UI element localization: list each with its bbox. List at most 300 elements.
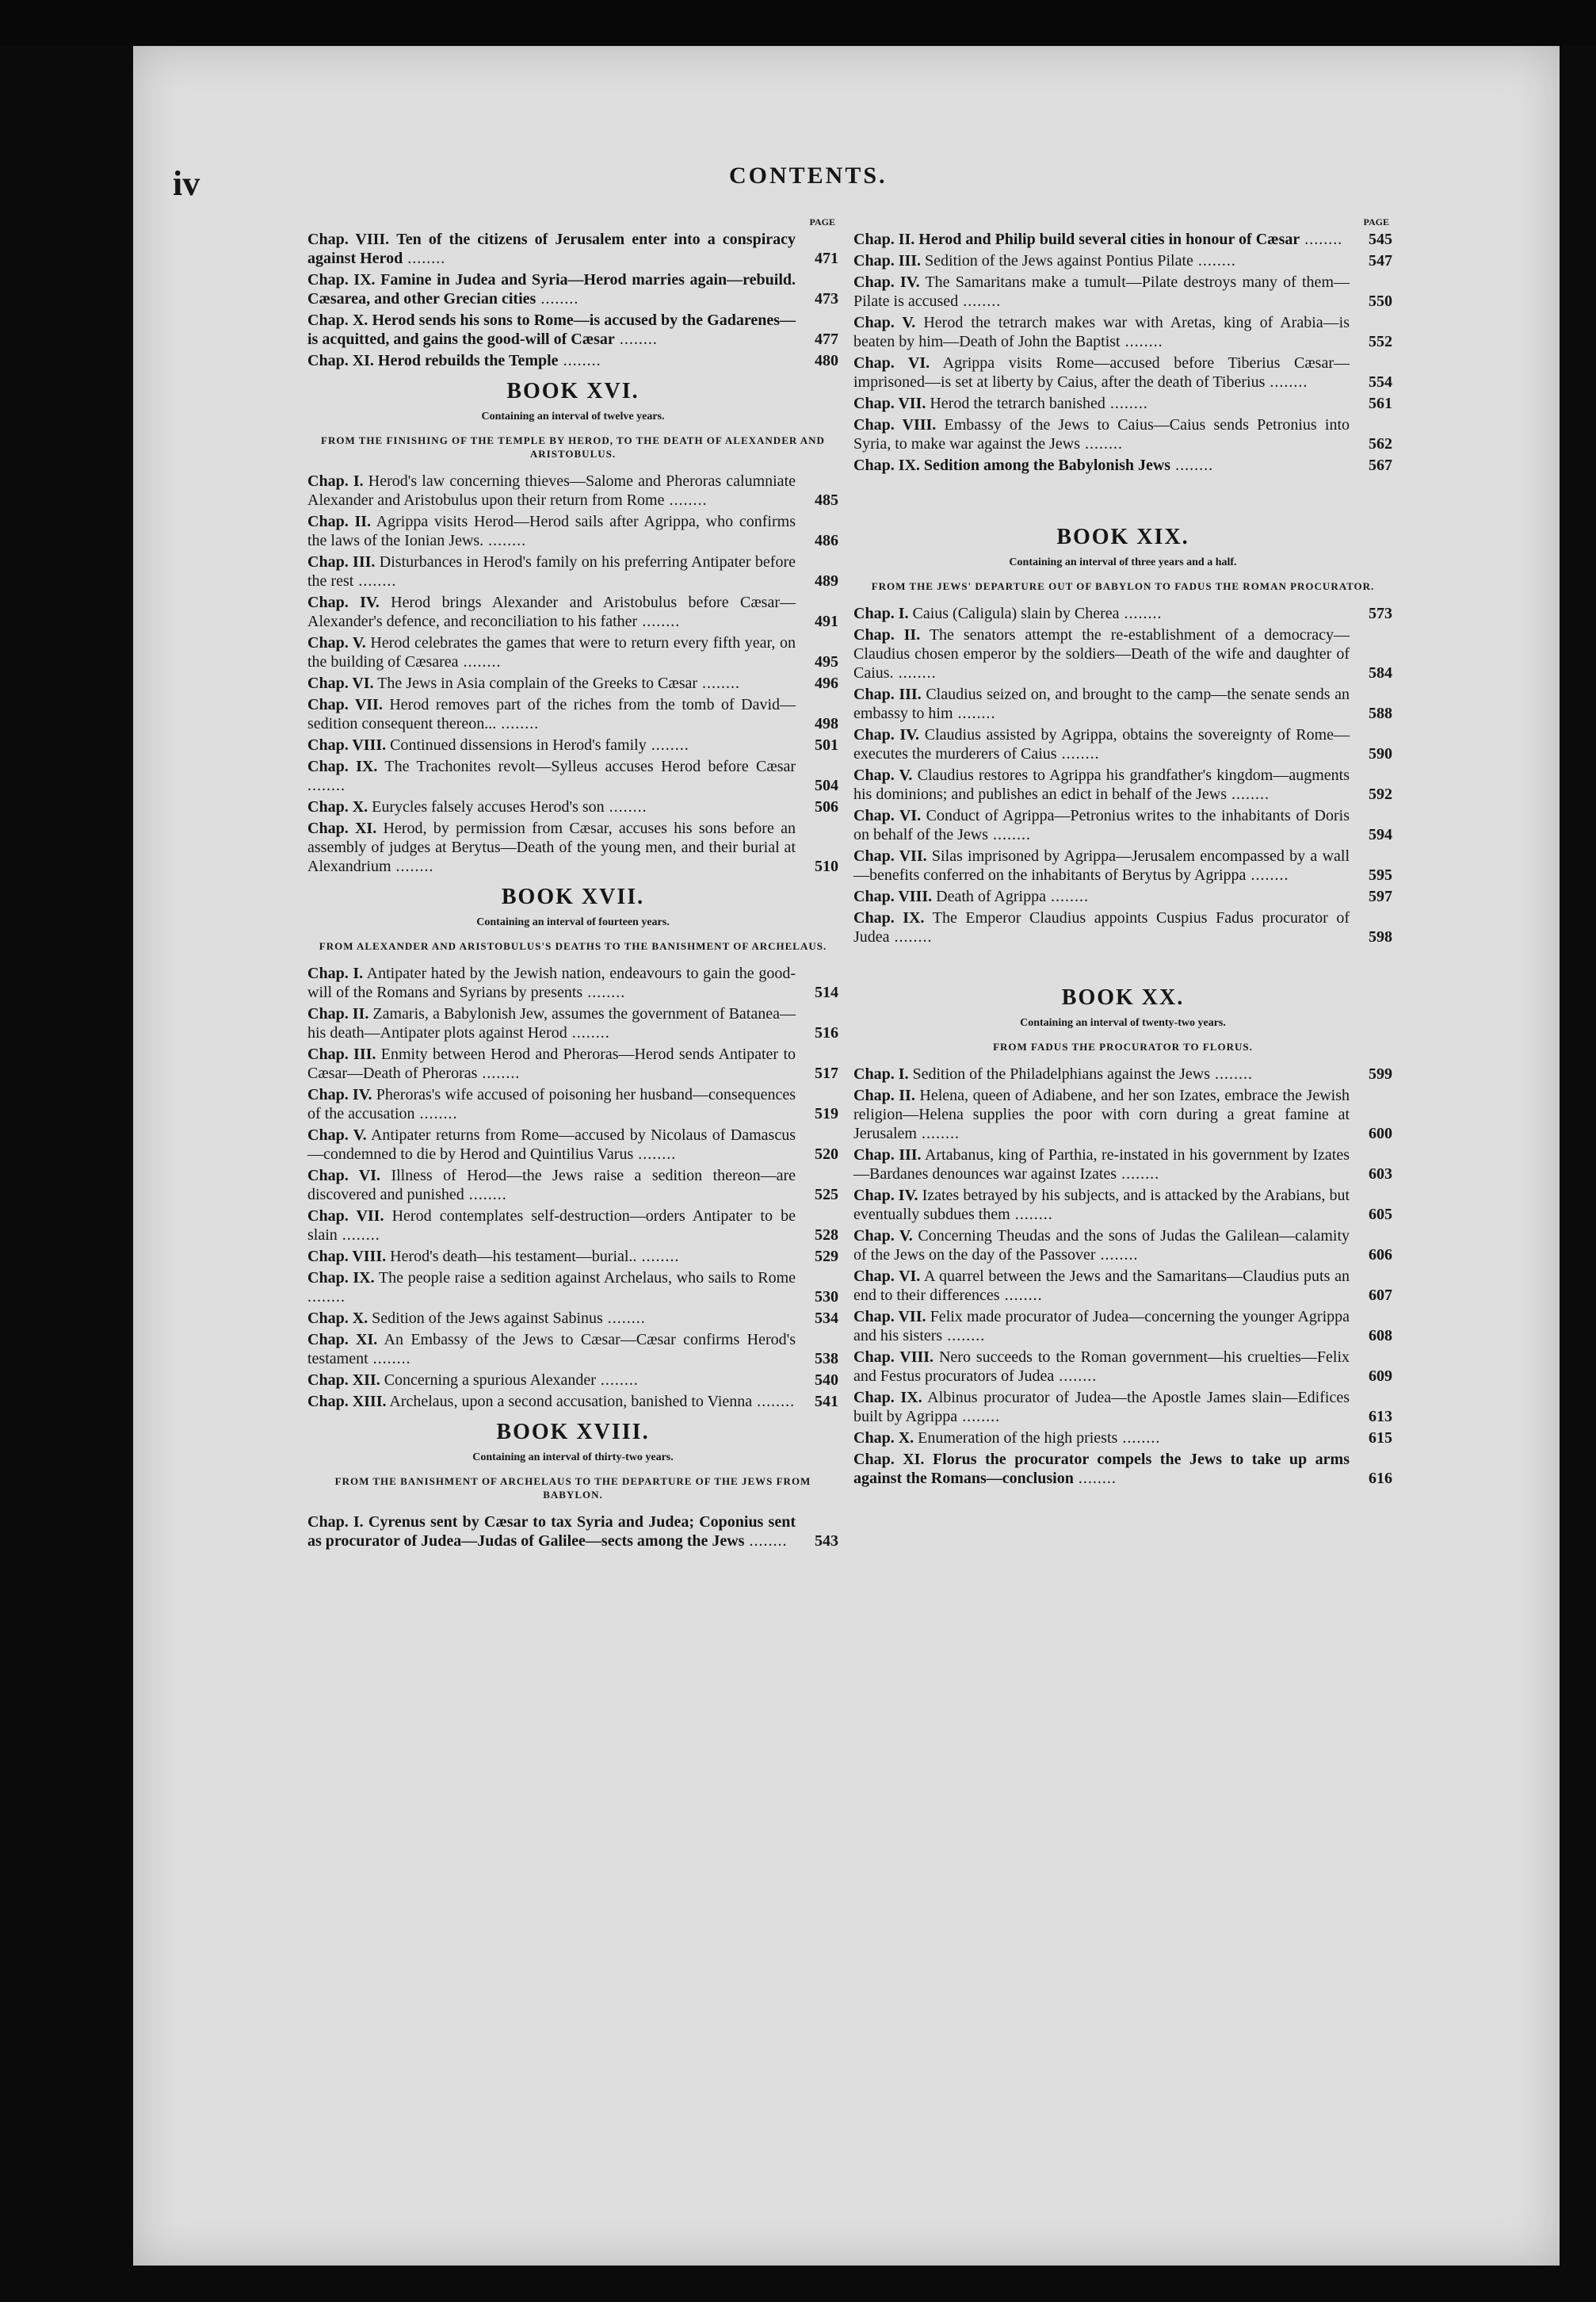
dot-leader: ........ xyxy=(1300,231,1343,248)
dot-leader: ........ xyxy=(646,736,689,754)
chapter-entry xyxy=(853,251,1392,270)
chapter-page-number: 543 xyxy=(815,1532,838,1550)
dot-leader: ........ xyxy=(403,250,446,267)
chapter-entry xyxy=(853,354,1392,392)
chapter-title: The Trachonites revolt—Sylleus accuses Herod before Cæsar xyxy=(384,758,796,775)
dot-leader: ........ xyxy=(1119,605,1163,622)
scan-border xyxy=(0,0,1596,46)
chapter-ref: Chap. VI. xyxy=(307,675,374,692)
chapter-ref: Chap. VI. xyxy=(853,807,922,824)
book-title: BOOK XVIII. xyxy=(496,1420,650,1444)
chapter-entry xyxy=(307,553,838,591)
chapter-entry xyxy=(307,1392,838,1411)
chapter-page-number: 605 xyxy=(1369,1206,1392,1223)
dot-leader: ........ xyxy=(477,1065,521,1082)
book-section xyxy=(853,524,1392,946)
chapter-page-number: 607 xyxy=(1369,1287,1392,1304)
dot-leader: ........ xyxy=(664,491,708,509)
chapter-ref: Chap. X. xyxy=(307,312,368,329)
chapter-ref: Chap. XIII. xyxy=(307,1393,387,1410)
chapter-ref: Chap. II. xyxy=(853,626,921,644)
chapter-entry xyxy=(853,887,1392,906)
chapter-page-number: 489 xyxy=(815,572,838,590)
chapter-ref: Chap. VI. xyxy=(307,1167,380,1184)
page-column-label: PAGE xyxy=(809,216,835,228)
chapter-page-number: 598 xyxy=(1369,928,1392,946)
chapter-page-number: 517 xyxy=(815,1065,838,1082)
chapter-title: Enumeration of the high priests xyxy=(918,1429,1118,1447)
dot-leader: ........ xyxy=(1227,786,1270,803)
chapter-page-number: 477 xyxy=(815,331,838,348)
dot-leader: ........ xyxy=(602,1310,646,1327)
chapter-ref: Chap. IX. xyxy=(307,1269,375,1287)
dot-leader: ........ xyxy=(1117,1429,1161,1447)
chapter-title: Herod sends his sons to Rome—is accused by the Gadarenes—is acquitted, and gains the good-will of Cæsar xyxy=(307,312,796,348)
chapter-entry xyxy=(307,230,838,268)
chapter-title: Conduct of Agrippa—Petronius writes to the inhabitants of Doris on behalf of the Jews xyxy=(853,807,1350,843)
chapter-title: Cyrenus sent by Cæsar to tax Syria and Judea; Coponius sent as procurator of Judea—Judas of Galilee—sects among the Jews xyxy=(307,1513,796,1550)
chapter-entry xyxy=(307,1247,838,1266)
chapter-ref: Chap. IX. xyxy=(307,271,376,289)
chapter-title: Concerning a spurious Alexander xyxy=(384,1371,596,1389)
chapter-entry xyxy=(307,1166,838,1204)
dot-leader: ........ xyxy=(582,984,626,1001)
dot-leader: ........ xyxy=(1117,1165,1160,1183)
chapter-title: The Jews in Asia complain of the Greeks to Cæsar xyxy=(377,675,698,692)
chapter-page-number: 595 xyxy=(1369,866,1392,884)
chapter-title: Herod removes part of the riches from the tomb of David—sedition consequent thereon... xyxy=(307,696,796,732)
chapter-page-number: 597 xyxy=(1369,888,1392,905)
chapter-ref: Chap. II. xyxy=(307,513,372,530)
chapter-entry xyxy=(307,797,838,816)
dot-leader: ........ xyxy=(1170,457,1214,474)
chapter-ref: Chap. XI. xyxy=(853,1451,925,1468)
dot-leader: ........ xyxy=(987,826,1031,843)
page-column-label: PAGE xyxy=(1363,216,1389,228)
chapter-page-number: 530 xyxy=(815,1288,838,1306)
chapter-title: Nero succeeds to the Roman government—his cruelties—Felix and Festus procurators of Judea xyxy=(853,1348,1350,1385)
chapter-title: Ten of the citizens of Jerusalem enter into a conspiracy against Herod xyxy=(307,231,796,267)
chapter-title: Herod contemplates self-destruction—orders Antipater to be slain xyxy=(307,1207,796,1244)
chapter-ref: Chap. IV. xyxy=(307,1086,372,1103)
chapter-page-number: 519 xyxy=(815,1105,838,1122)
chapter-page-number: 590 xyxy=(1369,745,1392,763)
chapter-title: Archelaus, upon a second accusation, banished to Vienna xyxy=(389,1393,753,1410)
dot-leader: ........ xyxy=(953,705,996,722)
chapter-ref: Chap. IX. xyxy=(853,457,920,474)
book-title: BOOK XVI. xyxy=(506,379,640,403)
book-section xyxy=(307,1419,838,1551)
dot-leader: ........ xyxy=(958,293,1002,310)
chapter-page-number: 491 xyxy=(815,613,838,630)
chapter-ref: Chap. XI. xyxy=(307,352,374,369)
chapter-page-number: 613 xyxy=(1369,1408,1392,1425)
dot-leader: ........ xyxy=(1054,1367,1098,1385)
dot-leader: ........ xyxy=(633,1145,677,1163)
chapter-ref: Chap. VIII. xyxy=(307,1248,387,1265)
chapter-title: Herod the tetrarch banished xyxy=(930,395,1105,412)
chapter-title: Zamaris, a Babylonish Jew, assumes the government of Batanea—his death—Antipater plots against Herod xyxy=(307,1005,796,1042)
chapter-title: Caius (Caligula) slain by Cherea xyxy=(912,605,1120,622)
chapter-ref: Chap. XII. xyxy=(307,1371,380,1389)
chapter-page-number: 603 xyxy=(1369,1165,1392,1183)
chapter-title: Sedition among the Babylonish Jews xyxy=(923,457,1171,474)
chapter-entry xyxy=(307,1268,838,1306)
chapter-ref: Chap. X. xyxy=(853,1429,914,1447)
chapter-ref: Chap. II. xyxy=(307,1005,369,1023)
chapter-entry xyxy=(307,311,838,349)
chapter-page-number: 525 xyxy=(815,1186,838,1203)
chapter-page-number: 480 xyxy=(815,352,838,369)
chapter-title: Artabanus, king of Parthia, re-instated in his government by Izates—Bardanes denounces war against Izates xyxy=(853,1146,1350,1183)
chapter-page-number: 573 xyxy=(1369,605,1392,622)
chapter-title: Enmity between Herod and Pheroras—Herod sends Antipater to Cæsar—Death of Pheroras xyxy=(307,1046,796,1082)
chapter-title: Sedition of the Jews against Pontius Pilate xyxy=(925,252,1193,270)
dot-leader: ........ xyxy=(1265,373,1308,391)
chapter-page-number: 496 xyxy=(815,675,838,692)
chapter-entry xyxy=(853,1145,1392,1184)
chapter-title: Claudius restores to Agrippa his grandfather's kingdom—augments his dominions; and publishes an edict in behalf of the Jews xyxy=(853,767,1350,803)
chapter-title: The people raise a sedition against Archelaus, who sails to Rome xyxy=(378,1269,796,1287)
dot-leader: ........ xyxy=(496,715,540,732)
chapter-entry xyxy=(853,806,1392,844)
book-section xyxy=(307,884,838,1411)
chapter-entry xyxy=(853,1450,1392,1488)
dot-leader: ........ xyxy=(1105,395,1148,412)
chapter-entry xyxy=(853,273,1392,311)
chapter-entry xyxy=(853,1186,1392,1224)
chapter-list xyxy=(307,964,838,1411)
chapter-title: Sedition of the Philadelphians against the Jews xyxy=(912,1065,1210,1083)
chapter-title: Antipater hated by the Jewish nation, endeavours to gain the good-will of the Romans and Syrians by presents xyxy=(307,965,796,1001)
chapter-ref: Chap. VII. xyxy=(853,395,926,412)
chapter-ref: Chap. X. xyxy=(307,1310,368,1327)
chapter-entry xyxy=(307,1512,838,1551)
chapter-entry xyxy=(307,1126,838,1164)
chapter-ref: Chap. III. xyxy=(853,252,922,270)
chapter-ref: Chap. VIII. xyxy=(853,1348,934,1366)
dot-leader: ........ xyxy=(889,928,933,946)
chapter-entry xyxy=(853,685,1392,723)
chapter-ref: Chap. I. xyxy=(853,605,909,622)
chapter-entry xyxy=(853,1348,1392,1386)
chapter-page-number: 486 xyxy=(815,532,838,549)
chapter-entry xyxy=(307,819,838,876)
chapter-entry xyxy=(853,394,1392,413)
chapter-entry xyxy=(853,847,1392,885)
chapter-title: Claudius assisted by Agrippa, obtains the sovereignty of Rome—executes the murderers of Caius xyxy=(853,726,1350,763)
chapter-entry xyxy=(853,313,1392,351)
book-span: FROM FADUS THE PROCURATOR TO FLORUS. xyxy=(993,1041,1253,1053)
chapter-ref: Chap. IV. xyxy=(853,726,920,744)
chapter-ref: Chap. V. xyxy=(307,634,366,652)
chapter-ref: Chap. IV. xyxy=(853,273,920,291)
chapter-title: Sedition of the Jews against Sabinus xyxy=(372,1310,603,1327)
chapter-entry xyxy=(307,736,838,755)
chapter-list xyxy=(853,604,1392,946)
chapter-title: Silas imprisoned by Agrippa—Jerusalem encompassed by a wall—benefits conferred on the inhabitants of Berytus by Agrippa xyxy=(853,847,1350,884)
dot-leader: ........ xyxy=(636,1248,680,1265)
book-title: BOOK XIX. xyxy=(1056,525,1189,549)
chapter-ref: Chap. II. xyxy=(853,231,915,248)
chapter-entry xyxy=(853,766,1392,804)
page-number: iv xyxy=(173,164,200,203)
chapter-list xyxy=(307,472,838,876)
chapter-ref: Chap. I. xyxy=(307,472,364,490)
right-column xyxy=(853,214,1392,1490)
chapter-entry xyxy=(853,625,1392,683)
chapter-ref: Chap. III. xyxy=(307,1046,376,1063)
chapter-page-number: 562 xyxy=(1369,435,1392,453)
dot-leader: ........ xyxy=(957,1408,1001,1425)
dot-leader: ........ xyxy=(483,532,527,549)
chapter-title: Albinus procurator of Judea—the Apostle James slain—Edifices built by Agrippa xyxy=(853,1389,1350,1425)
chapter-page-number: 504 xyxy=(815,777,838,794)
chapter-title: Herod and Philip build several cities in honour of Cæsar xyxy=(918,231,1300,248)
dot-leader: ........ xyxy=(752,1393,796,1410)
dot-leader: ........ xyxy=(337,1226,380,1244)
chapter-entry xyxy=(307,1309,838,1328)
chapter-ref: Chap. I. xyxy=(853,1065,909,1083)
chapter-ref: Chap. IX. xyxy=(307,758,378,775)
dot-leader: ........ xyxy=(1246,866,1289,884)
chapter-page-number: 514 xyxy=(815,984,838,1001)
chapter-page-number: 567 xyxy=(1369,457,1392,474)
chapter-entry xyxy=(307,1206,838,1245)
dot-leader: ........ xyxy=(1095,1246,1139,1264)
dot-leader: ........ xyxy=(916,1125,960,1142)
dot-leader: ........ xyxy=(942,1327,986,1344)
book-title: BOOK XVII. xyxy=(501,885,645,909)
chapter-page-number: 541 xyxy=(815,1393,838,1410)
chapter-entry xyxy=(307,1004,838,1042)
chapter-title: Antipater returns from Rome—accused by Nicolaus of Damascus—condemned to die by Herod and Quintilius Varus xyxy=(307,1126,796,1163)
chapter-page-number: 552 xyxy=(1369,333,1392,350)
chapter-ref: Chap. VI. xyxy=(853,354,930,372)
chapter-page-number: 540 xyxy=(815,1371,838,1389)
dot-leader: ........ xyxy=(391,858,434,875)
chapter-ref: Chap. II. xyxy=(853,1087,915,1104)
dot-leader: ........ xyxy=(368,1350,411,1367)
chapter-entry xyxy=(307,757,838,795)
chapter-page-number: 520 xyxy=(815,1145,838,1163)
dot-leader: ........ xyxy=(604,798,647,816)
chapter-ref: Chap. V. xyxy=(853,1227,913,1245)
chapter-ref: Chap. V. xyxy=(853,314,916,331)
chapter-entry xyxy=(853,1307,1392,1345)
chapter-ref: Chap. VII. xyxy=(307,1207,384,1225)
dot-leader: ........ xyxy=(536,290,579,308)
chapter-page-number: 501 xyxy=(815,736,838,754)
book-section xyxy=(307,378,838,876)
chapter-ref: Chap. VIII. xyxy=(853,888,933,905)
dot-leader: ........ xyxy=(353,572,397,590)
dot-leader: ........ xyxy=(1010,1206,1053,1223)
chapter-entry xyxy=(853,456,1392,475)
dot-leader: ........ xyxy=(614,331,658,348)
chapter-title: Embassy of the Jews to Caius—Caius sends Petronius into Syria, to make war against the Jews xyxy=(853,416,1350,453)
book-span: FROM ALEXANDER AND ARISTOBULUS'S DEATHS TO THE BANISHMENT OF ARCHELAUS. xyxy=(319,940,827,952)
chapter-title: Herod the tetrarch makes war with Aretas, king of Arabia—is beaten by him—Death of John the Baptist xyxy=(853,314,1350,350)
chapter-title: Concerning Theudas and the sons of Judas the Galilean—calamity of the Jews on the day of the Passover xyxy=(853,1227,1350,1264)
chapter-page-number: 588 xyxy=(1369,705,1392,722)
book-span: FROM THE FINISHING OF THE TEMPLE BY HEROD, TO THE DEATH OF ALEXANDER AND ARISTOBULUS. xyxy=(321,434,825,460)
chapter-title: Izates betrayed by his subjects, and is attacked by the Arabians, but eventually subdues them xyxy=(853,1187,1350,1223)
chapter-list xyxy=(307,230,838,370)
chapter-title: Herod's death—his testament—burial.. xyxy=(390,1248,637,1265)
chapter-page-number: 471 xyxy=(815,250,838,267)
book-interval: Containing an interval of thirty-two years. xyxy=(472,1451,674,1463)
chapter-ref: Chap. I. xyxy=(307,965,364,982)
chapter-ref: Chap. XI. xyxy=(307,820,377,837)
dot-leader: ........ xyxy=(1056,745,1100,763)
chapter-page-number: 592 xyxy=(1369,786,1392,803)
chapter-entry xyxy=(853,1388,1392,1426)
chapter-entry xyxy=(307,633,838,671)
chapter-ref: Chap. VIII. xyxy=(853,416,937,434)
chapter-entry xyxy=(307,1371,838,1390)
chapter-title: Illness of Herod—the Jews raise a sedition thereon—are discovered and punished xyxy=(307,1167,796,1203)
chapter-page-number: 616 xyxy=(1369,1470,1392,1487)
chapter-ref: Chap. VII. xyxy=(853,1308,926,1325)
dot-leader: ........ xyxy=(893,664,937,682)
chapter-page-number: 609 xyxy=(1369,1367,1392,1385)
dot-leader: ........ xyxy=(1193,252,1236,270)
chapter-page-number: 615 xyxy=(1369,1429,1392,1447)
dot-leader: ........ xyxy=(697,675,741,692)
book-interval: Containing an interval of three years and a half. xyxy=(1009,556,1237,568)
chapter-ref: Chap. III. xyxy=(853,686,922,703)
chapter-page-number: 510 xyxy=(815,858,838,875)
chapter-ref: Chap. III. xyxy=(853,1146,922,1164)
chapter-page-number: 545 xyxy=(1369,231,1392,248)
chapter-title: Herod rebuilds the Temple xyxy=(377,352,559,369)
book-span: FROM THE BANISHMENT OF ARCHELAUS TO THE DEPARTURE OF THE JEWS FROM BABYLON. xyxy=(334,1475,811,1501)
chapter-ref: Chap. V. xyxy=(853,767,913,784)
chapter-entry xyxy=(853,1267,1392,1305)
chapter-entry xyxy=(307,351,838,370)
chapter-ref: Chap. VII. xyxy=(307,696,383,713)
book-interval: Containing an interval of twelve years. xyxy=(481,411,665,423)
chapter-title: Herod's law concerning thieves—Salome and Pheroras calumniate Alexander and Aristobulus upon their return from Rome xyxy=(307,472,796,509)
book-interval: Containing an interval of fourteen years. xyxy=(476,916,670,928)
chapter-entry xyxy=(307,270,838,308)
chapter-page-number: 606 xyxy=(1369,1246,1392,1264)
chapter-title: Pheroras's wife accused of poisoning her husband—consequences of the accusation xyxy=(307,1086,796,1122)
dot-leader: ........ xyxy=(1209,1065,1253,1083)
dot-leader: ........ xyxy=(637,613,681,630)
chapter-ref: Chap. X. xyxy=(307,798,368,816)
dot-leader: ........ xyxy=(744,1532,788,1550)
chapter-ref: Chap. VIII. xyxy=(307,736,387,754)
dot-leader: ........ xyxy=(1073,1470,1117,1487)
chapter-title: Continued dissensions in Herod's family xyxy=(390,736,647,754)
chapter-title: An Embassy of the Jews to Cæsar—Cæsar confirms Herod's testament xyxy=(307,1331,796,1367)
chapter-page-number: 600 xyxy=(1369,1125,1392,1142)
chapter-entry xyxy=(853,1086,1392,1143)
dot-leader: ........ xyxy=(458,653,502,671)
chapter-title: Herod, by permission from Cæsar, accuses his sons before an assembly of judges at Berytus—Death of the young men, and their burial at Alexandrium xyxy=(307,820,796,875)
left-column xyxy=(307,214,838,1553)
chapter-ref: Chap. VI. xyxy=(853,1268,921,1285)
chapter-entry xyxy=(307,695,838,733)
chapter-page-number: 550 xyxy=(1369,293,1392,310)
chapter-entry xyxy=(853,230,1392,249)
dot-leader: ........ xyxy=(464,1186,507,1203)
chapter-page-number: 495 xyxy=(815,653,838,671)
chapter-entry xyxy=(307,1085,838,1123)
chapter-title: Agrippa visits Rome—accused before Tiberius Cæsar—imprisoned—is set at liberty by Caius, after the death of Tiberius xyxy=(853,354,1350,391)
chapter-ref: Chap. I. xyxy=(307,1513,364,1531)
chapter-entry xyxy=(307,593,838,631)
book-title: BOOK XX. xyxy=(1061,985,1185,1010)
dot-leader: ........ xyxy=(595,1371,639,1389)
chapter-list xyxy=(853,1065,1392,1488)
chapter-entry xyxy=(853,415,1392,453)
chapter-entry xyxy=(853,1065,1392,1084)
dot-leader: ........ xyxy=(307,1288,346,1306)
chapter-page-number: 506 xyxy=(815,798,838,816)
chapter-page-number: 529 xyxy=(815,1248,838,1265)
chapter-entry xyxy=(853,1226,1392,1264)
chapter-ref: Chap. VIII. xyxy=(307,231,390,248)
chapter-page-number: 594 xyxy=(1369,826,1392,843)
chapter-page-number: 547 xyxy=(1369,252,1392,270)
chapter-page-number: 561 xyxy=(1369,395,1392,412)
dot-leader: ........ xyxy=(307,777,346,794)
chapter-ref: Chap. IV. xyxy=(853,1187,918,1204)
dot-leader: ........ xyxy=(1120,333,1163,350)
chapter-entry xyxy=(307,1045,838,1083)
chapter-ref: Chap. VII. xyxy=(853,847,927,865)
chapter-entry xyxy=(853,908,1392,946)
chapter-title: Famine in Judea and Syria—Herod marries again—rebuild. Cæsarea, and other Grecian cities xyxy=(307,271,796,308)
book-section xyxy=(853,985,1392,1488)
chapter-entry xyxy=(307,674,838,693)
chapter-list xyxy=(307,1512,838,1551)
chapter-page-number: 608 xyxy=(1369,1327,1392,1344)
dot-leader: ........ xyxy=(558,352,601,369)
chapter-ref: Chap. IX. xyxy=(853,909,925,927)
chapter-entry xyxy=(853,604,1392,623)
chapter-page-number: 584 xyxy=(1369,664,1392,682)
chapter-title: A quarrel between the Jews and the Samaritans—Claudius puts an end to their differences xyxy=(853,1268,1350,1304)
chapter-title: Herod celebrates the games that were to return every fifth year, on the building of Cæsarea xyxy=(307,634,796,671)
chapter-ref: Chap. XI. xyxy=(307,1331,378,1348)
book-span: FROM THE JEWS' DEPARTURE OUT OF BABYLON TO FADUS THE ROMAN PROCURATOR. xyxy=(871,580,1375,592)
chapter-entry xyxy=(853,1428,1392,1447)
chapter-page-number: 498 xyxy=(815,715,838,732)
book-interval: Containing an interval of twenty-two years. xyxy=(1020,1017,1226,1029)
page-title: CONTENTS. xyxy=(729,163,888,189)
chapter-title: Felix made procurator of Judea—concerning the younger Agrippa and his sisters xyxy=(853,1308,1350,1344)
chapter-title: Death of Agrippa xyxy=(936,888,1046,905)
chapter-title: The Samaritans make a tumult—Pilate destroys many of them—Pilate is accused xyxy=(853,273,1350,310)
chapter-title: Herod brings Alexander and Aristobulus before Cæsar—Alexander's defence, and reconciliation to his father xyxy=(307,594,796,630)
dot-leader: ........ xyxy=(999,1287,1043,1304)
chapter-page-number: 534 xyxy=(815,1310,838,1327)
chapter-page-number: 554 xyxy=(1369,373,1392,391)
chapter-title: Agrippa visits Herod—Herod sails after Agrippa, who confirms the laws of the Ionian Jews. xyxy=(307,513,796,549)
dot-leader: ........ xyxy=(1080,435,1124,453)
dot-leader: ........ xyxy=(414,1105,458,1122)
chapter-page-number: 599 xyxy=(1369,1065,1392,1083)
chapter-title: The Emperor Claudius appoints Cuspius Fadus procurator of Judea xyxy=(853,909,1350,946)
chapter-ref: Chap. IV. xyxy=(307,594,380,611)
dot-leader: ........ xyxy=(1045,888,1089,905)
chapter-entry xyxy=(307,964,838,1002)
chapter-page-number: 485 xyxy=(815,491,838,509)
